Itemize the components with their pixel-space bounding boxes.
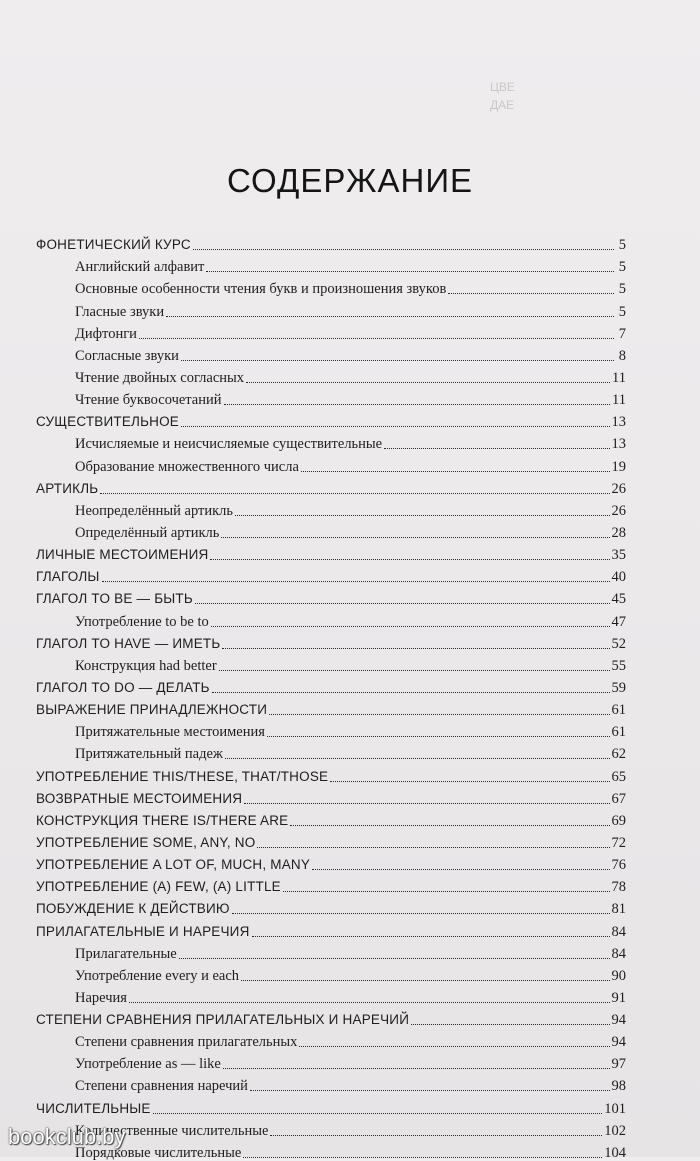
toc-section-row	[36, 807, 626, 829]
toc-subsection-row	[36, 430, 626, 452]
toc-page-number: 98	[611, 1078, 626, 1095]
dot-leader	[267, 736, 610, 737]
dot-leader	[235, 515, 609, 516]
toc-page-number: 26	[611, 480, 626, 497]
toc-subsection-row	[36, 519, 626, 541]
toc-entry-label: Неопределённый артикль	[75, 502, 234, 519]
dot-leader	[232, 913, 610, 914]
dot-leader	[411, 1024, 609, 1025]
dot-leader	[250, 1090, 610, 1091]
dot-leader	[257, 847, 609, 848]
dot-leader	[222, 648, 609, 649]
dot-leader	[252, 936, 610, 937]
toc-entry-label: Притяжательные местоимения	[75, 724, 265, 741]
toc-page-number: 72	[611, 834, 626, 851]
toc-section-row	[36, 895, 626, 917]
toc-entry-label: Прилагательные	[75, 945, 177, 962]
toc-section-row	[36, 408, 626, 430]
toc-subsection-row	[36, 297, 626, 319]
toc-subsection-row	[36, 275, 626, 297]
dot-leader	[129, 1002, 610, 1003]
toc-entry-label: ВЫРАЖЕНИЕ ПРИНАДЛЕЖНОСТИ	[36, 702, 268, 718]
toc-page-number: 102	[604, 1122, 626, 1139]
toc-page-number: 45	[611, 591, 626, 608]
toc-page-number: 81	[611, 901, 626, 918]
toc-page-number: 7	[618, 325, 626, 342]
toc-entry-label: Чтение буквосочетаний	[75, 392, 222, 409]
toc-subsection-row	[36, 320, 626, 342]
toc-page-number: 28	[611, 524, 626, 541]
toc-entry-label: ВОЗВРАТНЫЕ МЕСТОИМЕНИЯ	[36, 790, 243, 806]
dot-leader	[270, 1135, 602, 1136]
toc-entry-label: ГЛАГОЛЫ	[36, 569, 100, 585]
toc-section-row	[36, 630, 626, 652]
toc-section-row	[36, 475, 626, 497]
toc-entry-label: Порядковые числительные	[75, 1144, 242, 1161]
toc-entry-label: АРТИКЛЬ	[36, 480, 99, 496]
toc-entry-label: Исчисляемые и неисчисляемые существительные	[75, 436, 383, 453]
toc-page-number: 65	[611, 768, 626, 785]
toc-entry-label: ГЛАГОЛ TO BE — БЫТЬ	[36, 591, 193, 607]
dot-leader	[100, 493, 609, 494]
dot-leader	[384, 448, 609, 449]
toc-entry-label: Чтение двойных согласных	[75, 369, 245, 386]
dot-leader	[219, 670, 610, 671]
toc-page-number: 101	[604, 1100, 626, 1117]
toc-page-number: 59	[611, 679, 626, 696]
table-of-contents	[36, 231, 626, 1161]
toc-page-number: 5	[618, 303, 626, 320]
dot-leader	[241, 980, 609, 981]
toc-section-row	[36, 829, 626, 851]
toc-entry-label: Употребление as — like	[75, 1056, 221, 1073]
dot-leader	[181, 360, 614, 361]
toc-subsection-row	[36, 607, 626, 629]
toc-entry-label: УПОТРЕБЛЕНИЕ (A) FEW, (A) LITTLE	[36, 879, 281, 895]
dot-leader	[210, 559, 609, 560]
toc-page-number: 5	[618, 281, 626, 298]
toc-page-number: 40	[611, 569, 626, 586]
toc-page-number: 84	[611, 945, 626, 962]
dot-leader	[225, 758, 610, 759]
toc-page-number: 13	[611, 436, 626, 453]
dot-leader	[139, 338, 614, 339]
toc-page-number: 69	[611, 812, 626, 829]
toc-section-row	[36, 541, 626, 563]
toc-entry-label: Определённый артикль	[75, 524, 220, 541]
toc-page-number: 19	[611, 458, 626, 475]
toc-page-number: 11	[612, 369, 626, 386]
toc-section-row	[36, 917, 626, 939]
toc-entry-label: Согласные звуки	[75, 347, 179, 364]
dot-leader	[206, 271, 614, 272]
toc-entry-label: ФОНЕТИЧЕСКИЙ КУРС	[36, 237, 191, 253]
toc-subsection-row	[36, 497, 626, 519]
toc-subsection-row	[36, 253, 626, 275]
toc-subsection-row	[36, 940, 626, 962]
dot-leader	[193, 249, 614, 250]
dot-leader	[179, 958, 610, 959]
toc-page-number: 94	[611, 1012, 626, 1029]
toc-entry-label: ЧИСЛИТЕЛЬНЫЕ	[36, 1100, 151, 1116]
dot-leader	[301, 471, 610, 472]
toc-page-number: 61	[611, 724, 626, 741]
toc-entry-label: СТЕПЕНИ СРАВНЕНИЯ ПРИЛАГАТЕЛЬНЫХ И НАРЕЧИЙ	[36, 1012, 410, 1028]
toc-section-row	[36, 851, 626, 873]
toc-subsection-row	[36, 452, 626, 474]
toc-entry-label: Дифтонги	[75, 325, 137, 342]
toc-entry-label: Основные особенности чтения букв и произношения звуков	[75, 281, 447, 298]
toc-section-row	[36, 762, 626, 784]
toc-entry-label: Образование множественного числа	[75, 458, 299, 475]
dot-leader	[221, 537, 609, 538]
toc-entry-label: Притяжательный падеж	[75, 746, 223, 763]
dot-leader	[166, 316, 614, 317]
toc-entry-label: УПОТРЕБЛЕНИЕ A LOT OF, MUCH, MANY	[36, 857, 311, 873]
toc-entry-label: УПОТРЕБЛЕНИЕ THIS/THESE, THAT/THOSE	[36, 768, 329, 784]
toc-section-row	[36, 1006, 626, 1028]
toc-section-row	[36, 231, 626, 253]
toc-page-number: 35	[611, 547, 626, 564]
dot-leader	[244, 803, 609, 804]
dot-leader	[299, 1046, 609, 1047]
toc-page-number: 61	[611, 702, 626, 719]
toc-subsection-row	[36, 652, 626, 674]
toc-page-number: 52	[611, 635, 626, 652]
toc-page-number: 5	[618, 259, 626, 276]
dot-leader	[212, 692, 610, 693]
toc-page-number: 94	[611, 1034, 626, 1051]
toc-entry-label: Гласные звуки	[75, 303, 165, 320]
toc-page-number: 91	[611, 989, 626, 1006]
dot-leader	[269, 714, 609, 715]
toc-section-row	[36, 563, 626, 585]
dot-leader	[211, 626, 610, 627]
toc-entry-label: Употребление to be to	[75, 613, 209, 630]
dot-leader	[448, 293, 614, 294]
toc-section-row	[36, 1094, 626, 1116]
toc-subsection-row	[36, 364, 626, 386]
toc-page-number: 5	[618, 237, 626, 254]
toc-section-row	[36, 873, 626, 895]
dot-leader	[283, 891, 610, 892]
page-title: СОДЕРЖАНИЕ	[226, 162, 474, 200]
toc-entry-label: Конструкция had better	[75, 657, 217, 674]
dot-leader	[153, 1113, 603, 1114]
toc-entry-label: Наречия	[75, 989, 127, 1006]
toc-section-row	[36, 785, 626, 807]
toc-entry-label: Количественные числительные	[75, 1122, 269, 1139]
toc-entry-label: КОНСТРУКЦИЯ THERE IS/THERE ARE	[36, 812, 289, 828]
toc-entry-label: Степени сравнения наречий	[75, 1078, 248, 1095]
toc-section-row	[36, 585, 626, 607]
toc-subsection-row	[36, 984, 626, 1006]
dot-leader	[224, 404, 611, 405]
toc-entry-label: ЛИЧНЫЕ МЕСТОИМЕНИЯ	[36, 547, 209, 563]
toc-entry-label: Степени сравнения прилагательных	[75, 1034, 298, 1051]
toc-page-number: 62	[611, 746, 626, 763]
toc-page-number: 67	[611, 790, 626, 807]
toc-entry-label: ПОБУЖДЕНИЕ К ДЕЙСТВИЮ	[36, 901, 230, 917]
toc-subsection-row	[36, 1050, 626, 1072]
toc-page-number: 76	[611, 857, 626, 874]
toc-page-number: 84	[611, 923, 626, 940]
toc-subsection-row	[36, 386, 626, 408]
toc-page-number: 104	[604, 1144, 626, 1161]
toc-subsection-row	[36, 342, 626, 364]
toc-entry-label: ГЛАГОЛ TO DO — ДЕЛАТЬ	[36, 679, 210, 695]
toc-page-number: 90	[611, 967, 626, 984]
toc-entry-label: ГЛАГОЛ TO HAVE — ИМЕТЬ	[36, 635, 221, 651]
toc-entry-label: СУЩЕСТВИТЕЛЬНОЕ	[36, 414, 180, 430]
toc-page-number: 55	[611, 657, 626, 674]
dot-leader	[181, 426, 609, 427]
faint-mark-line: ЦВЕ	[490, 80, 515, 94]
dot-leader	[330, 781, 609, 782]
toc-subsection-row	[36, 962, 626, 984]
toc-page-number: 8	[618, 347, 626, 364]
dot-leader	[290, 825, 609, 826]
dot-leader	[312, 869, 609, 870]
toc-subsection-row	[36, 1028, 626, 1050]
toc-page-number: 78	[611, 879, 626, 896]
toc-page-number: 13	[611, 414, 626, 431]
toc-page-number: 11	[612, 392, 626, 409]
toc-section-row	[36, 696, 626, 718]
toc-page-number: 97	[611, 1056, 626, 1073]
faint-mark-line: ДАЕ	[490, 98, 515, 112]
faint-library-stamp	[490, 78, 640, 118]
dot-leader	[243, 1157, 602, 1158]
toc-subsection-row	[36, 740, 626, 762]
toc-entry-label: Английский алфавит	[75, 259, 205, 276]
dot-leader	[195, 603, 610, 604]
site-watermark: bookclub.by	[8, 1124, 126, 1149]
toc-entry-label: Употребление every и each	[75, 967, 240, 984]
toc-entry-label: ПРИЛАГАТЕЛЬНЫЕ И НАРЕЧИЯ	[36, 923, 250, 939]
toc-page-number: 47	[611, 613, 626, 630]
toc-entry-label: УПОТРЕБЛЕНИЕ SOME, ANY, NO	[36, 834, 256, 850]
dot-leader	[102, 581, 610, 582]
toc-subsection-row	[36, 1072, 626, 1094]
dot-leader	[246, 382, 610, 383]
toc-section-row	[36, 674, 626, 696]
toc-page-number: 26	[611, 502, 626, 519]
dot-leader	[223, 1068, 610, 1069]
toc-subsection-row	[36, 718, 626, 740]
